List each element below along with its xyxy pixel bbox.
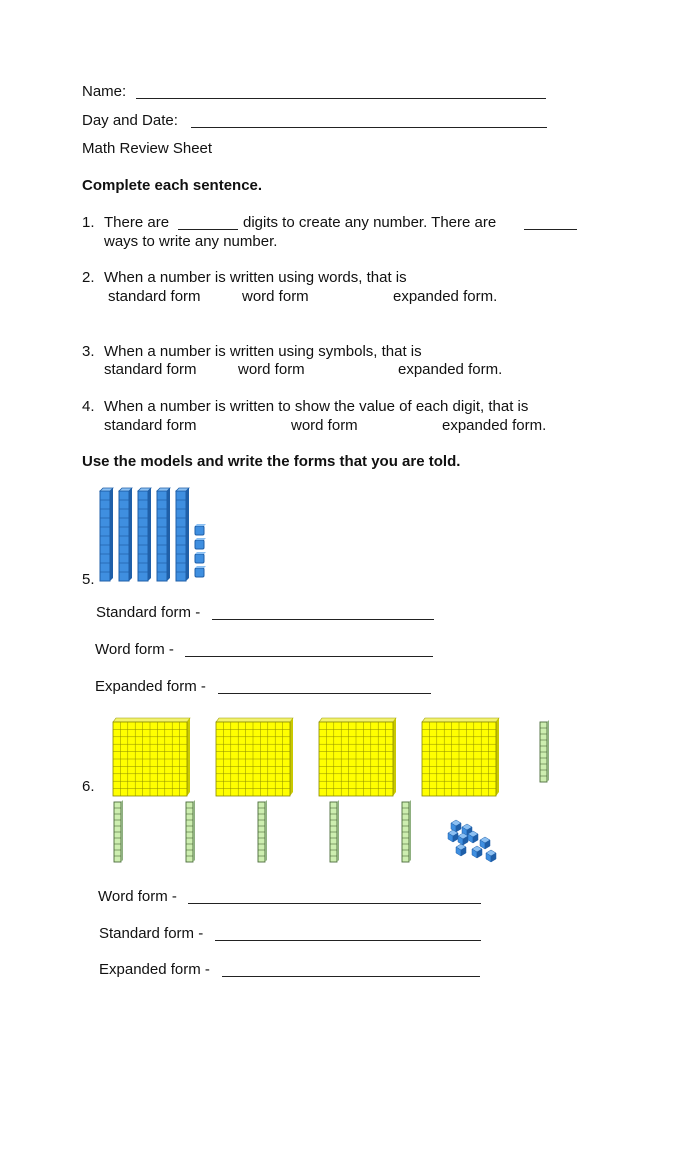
q6-standard-blank[interactable] (215, 940, 481, 941)
q5-expanded-blank[interactable] (218, 693, 431, 694)
q2-option-standard[interactable]: standard form (108, 288, 201, 305)
ten-rod (157, 488, 170, 581)
one-cube (195, 552, 206, 563)
date-label: Day and Date: (82, 112, 178, 129)
q4-option-standard[interactable]: standard form (104, 417, 197, 434)
q4-option-expanded[interactable]: expanded form. (442, 417, 547, 434)
q5-word-label: Word form - (95, 641, 174, 658)
ten-rod (540, 720, 549, 782)
q1-text-a: There are (104, 214, 170, 231)
one-cube (456, 844, 466, 856)
q5-expanded-label: Expanded form - (95, 678, 206, 695)
q3-option-expanded[interactable]: expanded form. (398, 361, 503, 378)
q6-number: 6. (82, 778, 95, 795)
q4-option-word[interactable]: word form (291, 417, 358, 434)
q5-number: 5. (82, 571, 95, 588)
q5-word-blank[interactable] (185, 656, 433, 657)
one-cube (195, 538, 206, 549)
page-title: Math Review Sheet (82, 140, 213, 157)
q1-blank-digits[interactable] (178, 229, 238, 230)
ten-rod (186, 800, 195, 862)
name-label: Name: (82, 83, 127, 100)
ten-rod (330, 800, 339, 862)
one-cube (195, 524, 206, 535)
q6-base-ten-model (100, 712, 520, 872)
one-cube (472, 846, 482, 858)
hundred-flat (422, 718, 499, 796)
q5-standard-label: Standard form - (96, 604, 201, 621)
q5-base-ten-model (96, 488, 216, 584)
q6-standard-label: Standard form - (99, 925, 204, 942)
date-blank[interactable] (191, 127, 547, 128)
ten-rod (114, 800, 123, 862)
hundred-flat (319, 718, 396, 796)
section2-heading: Use the models and write the forms that you are told. (82, 453, 461, 470)
q2-text: When a number is written using words, that is (104, 269, 407, 286)
q4-text: When a number is written to show the value of each digit, that is (104, 398, 529, 415)
ten-rod (176, 488, 189, 581)
q6-word-blank[interactable] (188, 903, 481, 904)
ten-rod (119, 488, 132, 581)
q6-word-label: Word form - (98, 888, 177, 905)
q6-expanded-label: Expanded form - (99, 961, 210, 978)
q2-option-word[interactable]: word form (242, 288, 309, 305)
q6-expanded-blank[interactable] (222, 976, 480, 977)
q3-number: 3. (82, 343, 95, 360)
q3-text: When a number is written using symbols, that is (104, 343, 422, 360)
hundred-flat (216, 718, 293, 796)
q3-option-standard[interactable]: standard form (104, 361, 197, 378)
hundred-flat (113, 718, 190, 796)
one-cube (480, 837, 490, 849)
one-cube (195, 566, 206, 577)
q1-text-line2: ways to write any number. (104, 233, 278, 250)
one-cube (486, 850, 496, 862)
q1-blank-ways[interactable] (524, 229, 577, 230)
section1-heading: Complete each sentence. (82, 177, 263, 194)
q5-standard-blank[interactable] (212, 619, 434, 620)
q4-number: 4. (82, 398, 95, 415)
q2-option-expanded[interactable]: expanded form. (393, 288, 498, 305)
ten-rod (138, 488, 151, 581)
ten-rod (402, 800, 411, 862)
q1-text-b: digits to create any number. There are (243, 214, 497, 231)
ten-rod (258, 800, 267, 862)
q1-number: 1. (82, 214, 95, 231)
q2-number: 2. (82, 269, 95, 286)
ten-rod (100, 488, 113, 581)
q3-option-word[interactable]: word form (238, 361, 305, 378)
name-blank[interactable] (136, 98, 546, 99)
